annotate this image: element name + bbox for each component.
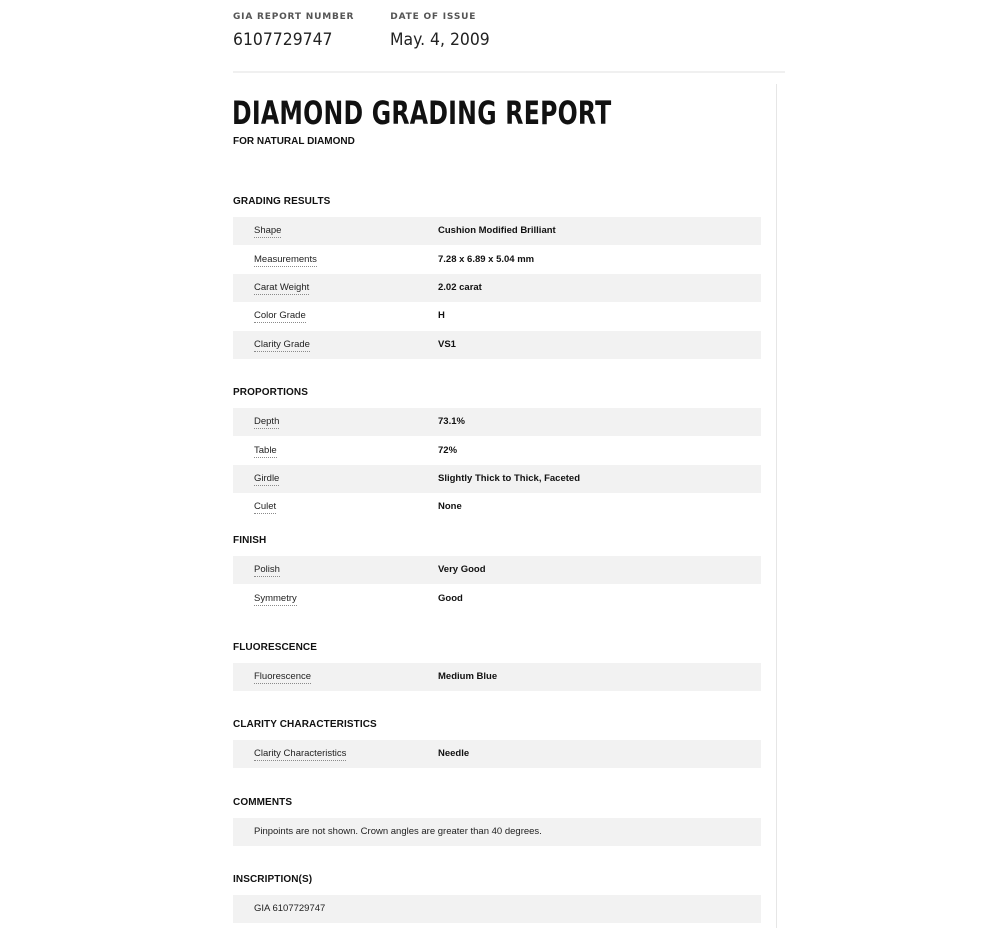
table-row <box>233 663 761 691</box>
clarity-grade-value: VS1 <box>438 338 456 350</box>
proportions-table <box>233 408 761 522</box>
report-number: 6107729747 <box>233 30 333 50</box>
table-row <box>233 740 761 768</box>
girdle-value: Slightly Thick to Thick, Faceted <box>438 472 580 484</box>
carat-weight-label[interactable]: Carat Weight <box>254 281 310 293</box>
carat-weight-value: 2.02 carat <box>438 281 482 293</box>
finish-table <box>233 556 761 613</box>
shape-value: Cushion Modified Brilliant <box>438 225 556 237</box>
shape-label[interactable]: Shape <box>254 225 282 237</box>
header-divider <box>233 71 785 73</box>
grading-results-heading: GRADING RESULTS <box>233 196 331 207</box>
grading-results-table <box>233 217 761 359</box>
clarity-grade-label[interactable]: Clarity Grade <box>254 338 310 350</box>
date-of-issue-label: DATE OF ISSUE <box>390 12 477 22</box>
measurements-label[interactable]: Measurements <box>254 253 317 265</box>
date-of-issue-block <box>390 11 498 51</box>
depth-value: 73.1% <box>438 416 465 428</box>
clarity-characteristics-heading: CLARITY CHARACTERISTICS <box>233 719 377 730</box>
inscriptions-heading: INSCRIPTION(S) <box>233 874 313 885</box>
comments-box <box>233 818 761 846</box>
color-grade-label[interactable]: Color Grade <box>254 310 306 322</box>
side-divider <box>776 84 777 928</box>
table-label[interactable]: Table <box>254 444 277 456</box>
finish-heading: FINISH <box>233 535 267 546</box>
table-row <box>233 493 761 521</box>
table-row <box>233 408 761 436</box>
culet-label[interactable]: Culet <box>254 501 277 513</box>
date-of-issue: May. 4, 2009 <box>390 30 491 50</box>
fluorescence-heading: FLUORESCENCE <box>233 642 317 653</box>
culet-value: None <box>438 501 462 513</box>
polish-label[interactable]: Polish <box>254 564 280 576</box>
report-number-block <box>233 11 354 51</box>
clarity-characteristics-table <box>233 740 761 768</box>
depth-label[interactable]: Depth <box>254 416 280 428</box>
table-row <box>233 331 761 359</box>
color-grade-value: H <box>438 310 445 322</box>
table-row <box>233 217 761 245</box>
table-row <box>233 302 761 330</box>
table-row <box>233 556 761 584</box>
table-row <box>233 436 761 464</box>
measurements-value: 7.28 x 6.89 x 5.04 mm <box>438 253 535 265</box>
comments-text: Pinpoints are not shown. Crown angles are greater than 40 degrees. <box>233 818 761 846</box>
report-number-label: GIA REPORT NUMBER <box>233 12 355 22</box>
table-row <box>233 274 761 302</box>
inscription-text: GIA 6107729747 <box>233 895 761 923</box>
clarity-characteristics-value: Needle <box>438 748 470 760</box>
table-row <box>233 584 761 612</box>
comments-heading: COMMENTS <box>233 797 293 808</box>
table-row <box>233 245 761 273</box>
table-value: 72% <box>438 444 458 456</box>
report-meta <box>233 11 535 51</box>
inscriptions-box <box>233 895 761 923</box>
symmetry-value: Good <box>438 592 463 604</box>
fluorescence-value: Medium Blue <box>438 671 498 683</box>
clarity-characteristics-label[interactable]: Clarity Characteristics <box>254 748 347 760</box>
report-subtitle: FOR NATURAL DIAMOND <box>233 136 355 147</box>
fluorescence-table <box>233 663 761 691</box>
symmetry-label[interactable]: Symmetry <box>254 592 297 604</box>
report-title: DIAMOND GRADING REPORT <box>232 94 612 132</box>
table-row <box>233 465 761 493</box>
fluorescence-label[interactable]: Fluorescence <box>254 671 312 683</box>
proportions-heading: PROPORTIONS <box>233 387 308 398</box>
girdle-label[interactable]: Girdle <box>254 472 280 484</box>
polish-value: Very Good <box>438 564 486 576</box>
